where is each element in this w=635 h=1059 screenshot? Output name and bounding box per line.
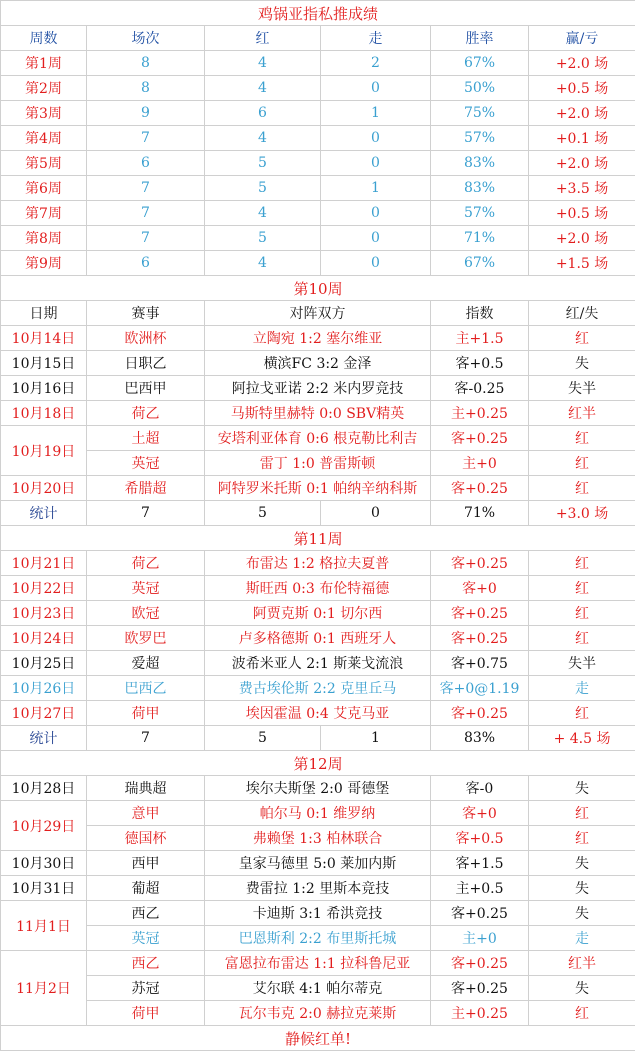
match-date: 10月14日 <box>1 326 87 351</box>
win-rate: 75% <box>431 101 529 126</box>
match-league: 西乙 <box>87 901 205 926</box>
match-teams: 瓦尔韦克 2:0 赫拉克莱斯 <box>205 1001 431 1026</box>
match-result: 失 <box>529 776 635 801</box>
match-row <box>1 376 635 401</box>
week-summary-row <box>1 101 635 126</box>
match-result: 走 <box>529 676 635 701</box>
match-teams: 马斯特里赫特 0:0 SBV精英 <box>205 401 431 426</box>
match-league: 荷乙 <box>87 551 205 576</box>
draw-count: 0 <box>321 226 431 251</box>
summary-header-row <box>1 26 635 51</box>
total-games: 7 <box>87 726 205 751</box>
match-row <box>1 1001 635 1026</box>
week-banner: 第11周 <box>1 526 635 551</box>
sheet-title: 鸡锅亚指私推成绩 <box>1 1 635 26</box>
red-count: 5 <box>205 226 321 251</box>
week-banner-row <box>1 751 635 776</box>
week-total-row <box>1 501 635 526</box>
match-date: 10月25日 <box>1 651 87 676</box>
win-rate: 67% <box>431 251 529 276</box>
match-league: 西乙 <box>87 951 205 976</box>
match-odds: 客+0.5 <box>431 826 529 851</box>
match-odds: 客+1.5 <box>431 851 529 876</box>
red-count: 4 <box>205 76 321 101</box>
week-summary-row <box>1 251 635 276</box>
week-label: 第2周 <box>1 76 87 101</box>
week-summary-row <box>1 176 635 201</box>
red-count: 4 <box>205 251 321 276</box>
match-odds: 客+0.25 <box>431 601 529 626</box>
games-count: 9 <box>87 101 205 126</box>
match-header-cell: 赛事 <box>87 301 205 326</box>
week-label: 第4周 <box>1 126 87 151</box>
match-result: 失 <box>529 351 635 376</box>
total-draw: 1 <box>321 726 431 751</box>
match-row <box>1 476 635 501</box>
games-count: 6 <box>87 151 205 176</box>
draw-count: 0 <box>321 76 431 101</box>
match-date: 10月22日 <box>1 576 87 601</box>
match-row <box>1 851 635 876</box>
week-summary-row <box>1 201 635 226</box>
match-league: 荷甲 <box>87 701 205 726</box>
match-date: 10月15日 <box>1 351 87 376</box>
match-date: 10月29日 <box>1 801 87 851</box>
title-row <box>1 1 635 26</box>
match-teams: 弗赖堡 1:3 柏林联合 <box>205 826 431 851</box>
week-total-row <box>1 726 635 751</box>
footer-row <box>1 1026 635 1051</box>
profit: +2.0 场 <box>529 51 635 76</box>
win-rate: 71% <box>431 226 529 251</box>
red-count: 4 <box>205 201 321 226</box>
games-count: 8 <box>87 51 205 76</box>
match-league: 英冠 <box>87 926 205 951</box>
match-row <box>1 801 635 826</box>
match-row <box>1 701 635 726</box>
match-teams: 雷丁 1:0 普雷斯顿 <box>205 451 431 476</box>
games-count: 8 <box>87 76 205 101</box>
week-banner: 第10周 <box>1 276 635 301</box>
match-odds: 主+1.5 <box>431 326 529 351</box>
match-odds: 客+0.25 <box>431 951 529 976</box>
match-date: 10月24日 <box>1 626 87 651</box>
match-row <box>1 976 635 1001</box>
match-row <box>1 926 635 951</box>
match-result: 红 <box>529 826 635 851</box>
total-label: 统计 <box>1 501 87 526</box>
win-rate: 83% <box>431 176 529 201</box>
match-league: 巴西乙 <box>87 676 205 701</box>
total-profit: + 4.5 场 <box>529 726 635 751</box>
match-teams: 富恩拉布雷达 1:1 拉科鲁尼亚 <box>205 951 431 976</box>
match-league: 苏冠 <box>87 976 205 1001</box>
match-date: 10月26日 <box>1 676 87 701</box>
match-result: 失 <box>529 976 635 1001</box>
match-row <box>1 401 635 426</box>
match-teams: 波希米亚人 2:1 斯莱戈流浪 <box>205 651 431 676</box>
match-league: 德国杯 <box>87 826 205 851</box>
match-league: 土超 <box>87 426 205 451</box>
match-odds: 主+0.5 <box>431 876 529 901</box>
match-result: 红 <box>529 576 635 601</box>
match-odds: 客+0.25 <box>431 551 529 576</box>
match-odds: 客-0.25 <box>431 376 529 401</box>
match-league: 英冠 <box>87 451 205 476</box>
match-row <box>1 826 635 851</box>
match-result: 红 <box>529 426 635 451</box>
match-row <box>1 601 635 626</box>
match-date: 10月16日 <box>1 376 87 401</box>
match-result: 红 <box>529 476 635 501</box>
match-odds: 主+0.25 <box>431 1001 529 1026</box>
week-summary-row <box>1 126 635 151</box>
match-date: 10月20日 <box>1 476 87 501</box>
summary-header-cell: 周数 <box>1 26 87 51</box>
draw-count: 0 <box>321 201 431 226</box>
match-header-row <box>1 301 635 326</box>
match-teams: 埃因霍温 0:4 艾克马亚 <box>205 701 431 726</box>
match-teams: 巴恩斯利 2:2 布里斯托城 <box>205 926 431 951</box>
match-row <box>1 426 635 451</box>
week-label: 第3周 <box>1 101 87 126</box>
red-count: 4 <box>205 126 321 151</box>
match-date: 10月30日 <box>1 851 87 876</box>
week-banner-row <box>1 276 635 301</box>
profit: +2.0 场 <box>529 226 635 251</box>
week-summary-row <box>1 76 635 101</box>
match-row <box>1 651 635 676</box>
draw-count: 0 <box>321 251 431 276</box>
match-result: 红 <box>529 701 635 726</box>
total-profit: +3.0 场 <box>529 501 635 526</box>
match-result: 失 <box>529 851 635 876</box>
match-result: 失半 <box>529 376 635 401</box>
match-result: 红半 <box>529 401 635 426</box>
match-row <box>1 326 635 351</box>
total-games: 7 <box>87 501 205 526</box>
match-odds: 客+0 <box>431 576 529 601</box>
match-date: 10月18日 <box>1 401 87 426</box>
red-count: 5 <box>205 176 321 201</box>
total-red: 5 <box>205 501 321 526</box>
match-result: 红 <box>529 601 635 626</box>
match-date: 10月19日 <box>1 426 87 476</box>
profit: +2.0 场 <box>529 101 635 126</box>
match-league: 荷甲 <box>87 1001 205 1026</box>
week-label: 第9周 <box>1 251 87 276</box>
draw-count: 0 <box>321 126 431 151</box>
match-league: 葡超 <box>87 876 205 901</box>
match-result: 失 <box>529 901 635 926</box>
match-odds: 客+0.25 <box>431 901 529 926</box>
match-date: 11月2日 <box>1 951 87 1026</box>
win-rate: 83% <box>431 151 529 176</box>
match-teams: 斯旺西 0:3 布伦特福德 <box>205 576 431 601</box>
games-count: 6 <box>87 251 205 276</box>
week-banner: 第12周 <box>1 751 635 776</box>
match-teams: 立陶宛 1:2 塞尔维亚 <box>205 326 431 351</box>
match-teams: 费雷拉 1:2 里斯本竞技 <box>205 876 431 901</box>
match-header-cell: 指数 <box>431 301 529 326</box>
match-result: 失半 <box>529 651 635 676</box>
match-odds: 客+0.25 <box>431 626 529 651</box>
win-rate: 50% <box>431 76 529 101</box>
match-league: 意甲 <box>87 801 205 826</box>
week-label: 第1周 <box>1 51 87 76</box>
match-odds: 客+0.75 <box>431 651 529 676</box>
match-result: 红 <box>529 626 635 651</box>
red-count: 6 <box>205 101 321 126</box>
match-league: 欧洲杯 <box>87 326 205 351</box>
summary-header-cell: 场次 <box>87 26 205 51</box>
match-row <box>1 576 635 601</box>
match-result: 走 <box>529 926 635 951</box>
profit: +0.5 场 <box>529 76 635 101</box>
profit: +3.5 场 <box>529 176 635 201</box>
footer-note: 静候红单! <box>1 1026 635 1051</box>
match-row <box>1 901 635 926</box>
match-row <box>1 776 635 801</box>
match-teams: 帕尔马 0:1 维罗纳 <box>205 801 431 826</box>
match-row <box>1 676 635 701</box>
match-teams: 布雷达 1:2 格拉夫夏普 <box>205 551 431 576</box>
total-label: 统计 <box>1 726 87 751</box>
match-odds: 客+0.25 <box>431 426 529 451</box>
match-teams: 费古埃伦斯 2:2 克里丘马 <box>205 676 431 701</box>
games-count: 7 <box>87 201 205 226</box>
match-teams: 安塔利亚体育 0:6 根克勒比利吉 <box>205 426 431 451</box>
match-teams: 阿贾克斯 0:1 切尔西 <box>205 601 431 626</box>
profit: +1.5 场 <box>529 251 635 276</box>
match-teams: 阿拉戈亚诺 2:2 米内罗竞技 <box>205 376 431 401</box>
match-odds: 客+0@1.19 <box>431 676 529 701</box>
match-date: 10月23日 <box>1 601 87 626</box>
match-league: 英冠 <box>87 576 205 601</box>
match-league: 爱超 <box>87 651 205 676</box>
match-league: 日职乙 <box>87 351 205 376</box>
match-teams: 横滨FC 3:2 金泽 <box>205 351 431 376</box>
match-league: 欧罗巴 <box>87 626 205 651</box>
match-date: 10月27日 <box>1 701 87 726</box>
match-odds: 主+0 <box>431 451 529 476</box>
match-result: 红 <box>529 451 635 476</box>
games-count: 7 <box>87 226 205 251</box>
match-header-cell: 对阵双方 <box>205 301 431 326</box>
match-teams: 卡迪斯 3:1 希洪竞技 <box>205 901 431 926</box>
win-rate: 57% <box>431 126 529 151</box>
summary-header-cell: 胜率 <box>431 26 529 51</box>
draw-count: 0 <box>321 151 431 176</box>
match-result: 红 <box>529 1001 635 1026</box>
red-count: 4 <box>205 51 321 76</box>
match-odds: 主+0.25 <box>431 401 529 426</box>
total-rate: 83% <box>431 726 529 751</box>
match-header-cell: 红/失 <box>529 301 635 326</box>
match-result: 红 <box>529 551 635 576</box>
week-label: 第6周 <box>1 176 87 201</box>
win-rate: 67% <box>431 51 529 76</box>
match-league: 瑞典超 <box>87 776 205 801</box>
match-teams: 艾尔联 4:1 帕尔蒂克 <box>205 976 431 1001</box>
match-row <box>1 351 635 376</box>
match-teams: 阿特罗米托斯 0:1 帕纳辛纳科斯 <box>205 476 431 501</box>
match-league: 欧冠 <box>87 601 205 626</box>
total-rate: 71% <box>431 501 529 526</box>
games-count: 7 <box>87 176 205 201</box>
match-teams: 皇家马德里 5:0 莱加内斯 <box>205 851 431 876</box>
summary-header-cell: 红 <box>205 26 321 51</box>
match-odds: 客-0 <box>431 776 529 801</box>
match-league: 西甲 <box>87 851 205 876</box>
match-odds: 客+0.5 <box>431 351 529 376</box>
match-result: 失 <box>529 876 635 901</box>
match-header-cell: 日期 <box>1 301 87 326</box>
match-date: 10月31日 <box>1 876 87 901</box>
week-banner-row <box>1 526 635 551</box>
summary-header-cell: 走 <box>321 26 431 51</box>
draw-count: 1 <box>321 176 431 201</box>
win-rate: 57% <box>431 201 529 226</box>
match-league: 希腊超 <box>87 476 205 501</box>
match-row <box>1 876 635 901</box>
profit: +0.1 场 <box>529 126 635 151</box>
match-league: 巴西甲 <box>87 376 205 401</box>
total-draw: 0 <box>321 501 431 526</box>
match-row <box>1 626 635 651</box>
match-odds: 客+0.25 <box>431 976 529 1001</box>
match-teams: 埃尔夫斯堡 2:0 哥德堡 <box>205 776 431 801</box>
match-odds: 主+0 <box>431 926 529 951</box>
match-teams: 卢多格德斯 0:1 西班牙人 <box>205 626 431 651</box>
match-row <box>1 551 635 576</box>
draw-count: 1 <box>321 101 431 126</box>
week-summary-row <box>1 51 635 76</box>
match-odds: 客+0.25 <box>431 476 529 501</box>
match-date: 10月28日 <box>1 776 87 801</box>
summary-header-cell: 赢/亏 <box>529 26 635 51</box>
match-result: 红 <box>529 326 635 351</box>
week-label: 第8周 <box>1 226 87 251</box>
week-summary-row <box>1 226 635 251</box>
profit: +2.0 场 <box>529 151 635 176</box>
week-label: 第7周 <box>1 201 87 226</box>
match-date: 11月1日 <box>1 901 87 951</box>
profit: +0.5 场 <box>529 201 635 226</box>
total-red: 5 <box>205 726 321 751</box>
red-count: 5 <box>205 151 321 176</box>
match-result: 红 <box>529 801 635 826</box>
week-label: 第5周 <box>1 151 87 176</box>
match-date: 10月21日 <box>1 551 87 576</box>
games-count: 7 <box>87 126 205 151</box>
match-league: 荷乙 <box>87 401 205 426</box>
match-odds: 客+0.25 <box>431 701 529 726</box>
week-summary-row <box>1 151 635 176</box>
match-row <box>1 451 635 476</box>
match-result: 红半 <box>529 951 635 976</box>
match-odds: 客+0 <box>431 801 529 826</box>
match-row <box>1 951 635 976</box>
draw-count: 2 <box>321 51 431 76</box>
